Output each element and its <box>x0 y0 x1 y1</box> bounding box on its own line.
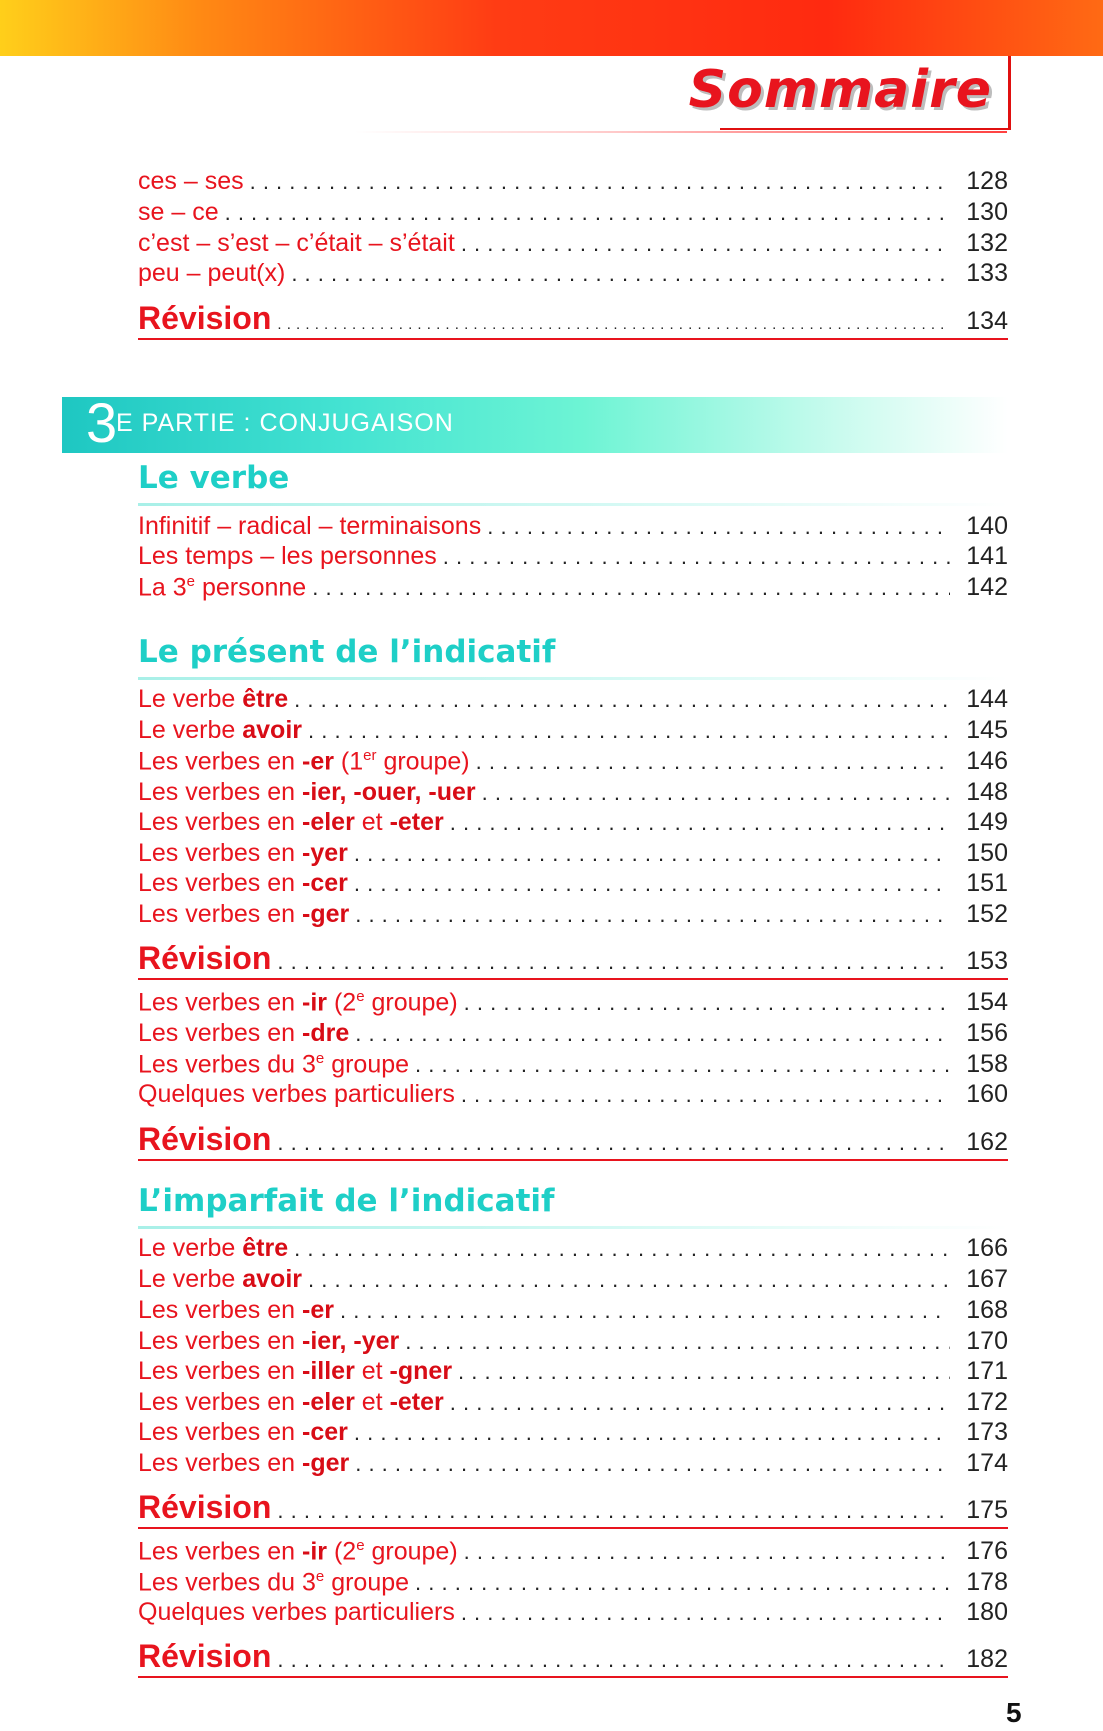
page-number: 5 <box>1006 1697 1022 1728</box>
toc-revision[interactable]: Révision . . . 182 <box>138 1638 1008 1678</box>
toc-revision[interactable]: Révision . . . 134 <box>138 300 1008 340</box>
toc-entry[interactable]: Le verbe être . . . 166 <box>138 1234 1008 1264</box>
toc-entry[interactable]: Les verbes en -er (1er groupe) . . . 146 <box>138 747 1008 777</box>
title-underline <box>355 131 1007 133</box>
toc-entry[interactable]: Quelques verbes particuliers . . . 160 <box>138 1080 1008 1110</box>
toc-entry[interactable]: Quelques verbes particuliers . . . 180 <box>138 1598 1008 1628</box>
toc-entry[interactable]: Les verbes en -ger . . . 152 <box>138 900 1008 930</box>
toc-entry[interactable]: Les verbes en -eler et -eter . . . 172 <box>138 1388 1008 1418</box>
toc-revision[interactable]: Révision . . . 162 <box>138 1121 1008 1161</box>
toc-entry[interactable]: Le verbe avoir . . . 145 <box>138 716 1008 746</box>
toc-revision[interactable]: Révision . . . 153 <box>138 940 1008 980</box>
toc-entry[interactable]: Les verbes en -ir (2e groupe) . . . 176 <box>138 1537 1008 1567</box>
toc-entry[interactable]: Les verbes en -ier, -yer . . . 170 <box>138 1327 1008 1357</box>
toc-revision[interactable]: Révision . . . 175 <box>138 1489 1008 1529</box>
toc-entry[interactable]: Les verbes en -eler et -eter . . . 149 <box>138 808 1008 838</box>
toc-entry[interactable]: Les verbes en -iller et -gner . . . 171 <box>138 1357 1008 1387</box>
toc-entry[interactable]: Les verbes en -dre . . . 156 <box>138 1019 1008 1049</box>
toc-entry[interactable]: peu – peut(x) . . . 133 <box>138 259 1008 289</box>
toc-entry[interactable]: Le verbe avoir . . . 167 <box>138 1265 1008 1295</box>
toc-entry[interactable]: La 3e personne . . . 142 <box>138 573 1008 603</box>
toc-entry[interactable]: Les verbes en -cer . . . 151 <box>138 869 1008 899</box>
toc-entry[interactable]: Les verbes en -ger . . . 174 <box>138 1449 1008 1479</box>
toc-entry[interactable]: Les verbes en -cer . . . 173 <box>138 1418 1008 1448</box>
part-label: E PARTIE : CONJUGAISON <box>116 409 454 437</box>
section-title: L’imparfait de l’indicatif <box>138 1183 555 1219</box>
part-number: 3 <box>86 391 118 454</box>
section-underline <box>138 1226 1008 1229</box>
toc-entry[interactable]: Les verbes en -er . . . 168 <box>138 1296 1008 1326</box>
section-underline <box>138 677 1008 680</box>
toc-entry[interactable]: Infinitif – radical – terminaisons . . . 140 <box>138 512 1008 542</box>
section-title: Le verbe <box>138 460 290 496</box>
toc-entry[interactable]: se – ce . . . 130 <box>138 198 1008 228</box>
toc-entry[interactable]: c’est – s’est – c’était – s’était . . . 132 <box>138 229 1008 259</box>
toc-entry[interactable]: ces – ses . . . 128 <box>138 167 1008 197</box>
toc-entry[interactable]: Les verbes en -ier, -ouer, -uer . . . 148 <box>138 778 1008 808</box>
toc-entry[interactable]: Les verbes du 3e groupe . . . 158 <box>138 1050 1008 1080</box>
section-underline <box>138 503 1008 506</box>
toc-entry[interactable]: Les verbes en -ir (2e groupe) . . . 154 <box>138 988 1008 1018</box>
title-box <box>688 56 1011 130</box>
top-banner <box>0 0 1103 56</box>
page-title: Sommaire <box>688 60 992 120</box>
toc-entry[interactable]: Les verbes du 3e groupe . . . 178 <box>138 1568 1008 1598</box>
toc-entry[interactable]: Le verbe être . . . 144 <box>138 685 1008 715</box>
toc-entry[interactable]: Les temps – les personnes . . . 141 <box>138 542 1008 572</box>
section-title: Le présent de l’indicatif <box>138 634 556 670</box>
toc-entry[interactable]: Les verbes en -yer . . . 150 <box>138 839 1008 869</box>
